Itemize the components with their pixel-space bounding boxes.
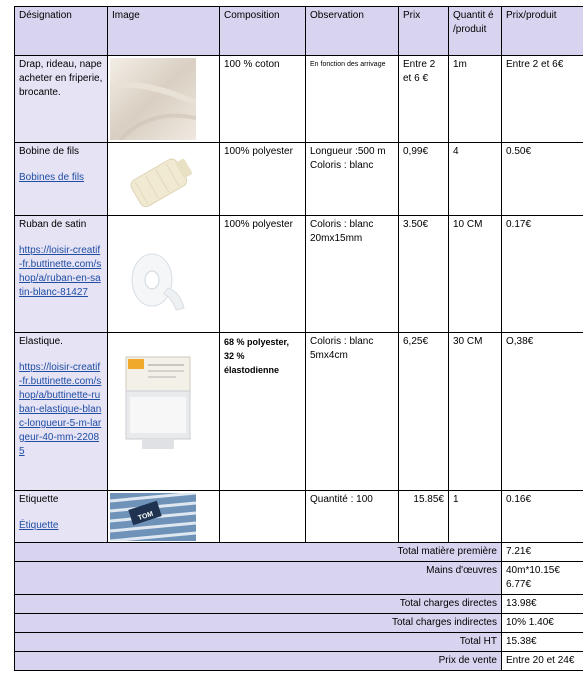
- row-observation: En fonction des arrivage: [306, 56, 399, 143]
- satin-ribbon-photo-icon: [110, 218, 210, 328]
- row-composition: 100 % coton: [220, 56, 306, 143]
- total-value: 10% 1.40€: [502, 614, 583, 633]
- row-designation: [15, 216, 108, 333]
- row-composition: 68 % polyester, 32 % élastodienne: [220, 333, 306, 491]
- table-row: [15, 143, 583, 216]
- fabric-photo-icon: [110, 58, 196, 140]
- row-designation: [15, 491, 108, 543]
- total-label: Total charges indirectes: [15, 614, 502, 633]
- table-row: [15, 491, 583, 543]
- product-link[interactable]: Bobines de fils: [19, 172, 85, 183]
- cost-table: [14, 6, 583, 671]
- row-quantite: 1m: [449, 56, 502, 143]
- row-designation: [15, 56, 108, 143]
- row-quantite: 4: [449, 143, 502, 216]
- row-image: [108, 56, 220, 143]
- row-prix: 0,99€: [399, 143, 449, 216]
- total-row: [15, 562, 583, 595]
- row-quantite: 1: [449, 491, 502, 543]
- header-prix-produit: Prix/produit: [502, 7, 583, 56]
- total-row: [15, 595, 583, 614]
- product-link[interactable]: Étiquette: [19, 520, 59, 531]
- header-quantite: Quantit é /produit: [449, 7, 502, 56]
- row-designation: [15, 143, 108, 216]
- table-row: [15, 56, 583, 143]
- row-prix: 15.85€: [399, 491, 449, 543]
- row-quantite: 10 CM: [449, 216, 502, 333]
- header-observation: Observation: [306, 7, 399, 56]
- total-row: [15, 633, 583, 652]
- row-observation: Quantité : 100: [306, 491, 399, 543]
- row-designation: [15, 333, 108, 491]
- row-image: [108, 216, 220, 333]
- svg-text:TOM: TOM: [137, 510, 155, 523]
- total-label: Prix de vente: [15, 652, 502, 671]
- total-value: 13.98€: [502, 595, 583, 614]
- row-prix: 3.50€: [399, 216, 449, 333]
- total-value: 40m*10.15€ 6.77€: [502, 562, 583, 595]
- row-prix-produit: Entre 2 et 6€: [502, 56, 583, 143]
- header-row: [15, 7, 583, 56]
- row-image: [108, 491, 220, 543]
- row-image: [108, 143, 220, 216]
- product-link[interactable]: https://loisir-creatif-fr.buttinette.com/shop/a/ruban-en-satin-blanc-81427: [19, 245, 102, 298]
- total-label: Mains d'œuvres: [15, 562, 502, 595]
- header-designation: Désignation: [15, 7, 108, 56]
- designation-text: Bobine de fils: [19, 146, 80, 157]
- row-prix-produit: 0.17€: [502, 216, 583, 333]
- designation-text: Ruban de satin: [19, 219, 87, 230]
- row-composition: 100% polyester: [220, 216, 306, 333]
- label-photo-icon: [110, 493, 196, 541]
- total-label: Total HT: [15, 633, 502, 652]
- table-row: [15, 216, 583, 333]
- row-prix-produit: 0.16€: [502, 491, 583, 543]
- header-prix: Prix: [399, 7, 449, 56]
- row-observation: Coloris : blanc 5mx4cm: [306, 333, 399, 491]
- total-value: Entre 20 et 24€: [502, 652, 583, 671]
- cost-table-container: [14, 6, 583, 671]
- row-composition: 100% polyester: [220, 143, 306, 216]
- designation-text: Drap, rideau, nape acheter en friperie, brocante.: [19, 59, 103, 98]
- total-row: [15, 614, 583, 633]
- elastic-pack-photo-icon: [110, 335, 210, 465]
- row-image: [108, 333, 220, 491]
- row-prix-produit: O,38€: [502, 333, 583, 491]
- row-composition: [220, 491, 306, 543]
- designation-text: Elastique.: [19, 336, 63, 347]
- row-prix: 6,25€: [399, 333, 449, 491]
- total-row: [15, 652, 583, 671]
- total-value: 15.38€: [502, 633, 583, 652]
- thread-spool-photo-icon: [110, 145, 210, 213]
- designation-text: Etiquette: [19, 494, 59, 505]
- header-composition: Composition: [220, 7, 306, 56]
- row-prix: Entre 2 et 6 €: [399, 56, 449, 143]
- total-row: [15, 543, 583, 562]
- total-label: Total charges directes: [15, 595, 502, 614]
- product-link[interactable]: https://loisir-creatif-fr.buttinette.com/shop/a/buttinette-ruban-elastique-blanc-longueur-5-m-largeur-40-mm-22085: [19, 362, 102, 457]
- row-quantite: 30 CM: [449, 333, 502, 491]
- table-row: [15, 333, 583, 491]
- header-image: Image: [108, 7, 220, 56]
- row-observation: Longueur :500 m Coloris : blanc: [306, 143, 399, 216]
- row-prix-produit: 0.50€: [502, 143, 583, 216]
- total-label: Total matière première: [15, 543, 502, 562]
- row-observation: Coloris : blanc 20mx15mm: [306, 216, 399, 333]
- total-value: 7.21€: [502, 543, 583, 562]
